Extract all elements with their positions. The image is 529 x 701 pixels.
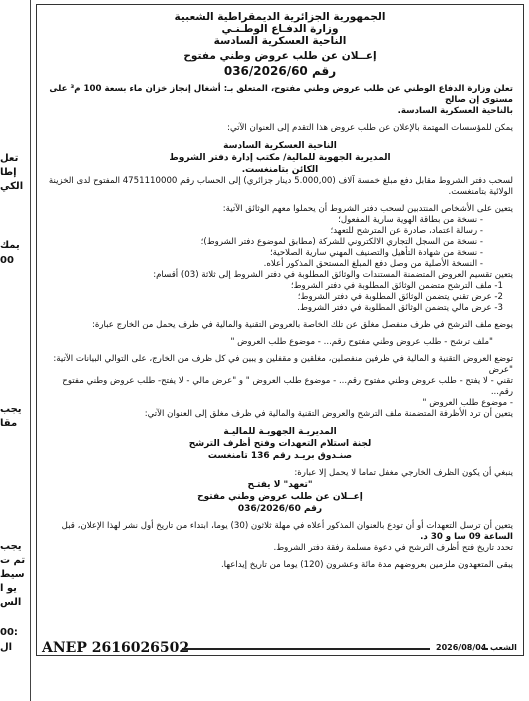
intro-paragraph: تعلن وزارة الدفاع الوطني عن طلب عروض وطني مفتوح، المتعلق بـ: أشغال إنجاز خزان ماء بسعة 100 م³ على مستوى إن صالح بالناحية العسكرية السادسة. bbox=[49, 84, 513, 116]
deadline-paragraph: يتعين أن ترسل التعهدات أو أن تودع بالعنوان المذكور أعلاه في مهلة ثلاثون (30) يوما، ابتداء من تاريخ أول نشر لهذا الإعلان، قبل الساعة 09 سا و 30 د. bbox=[61, 521, 513, 542]
envelope3-paragraph: يتعين أن ترد الأظرفة المتضمنة ملف الترشح والعروض التقنية والمالية في ظرف مغلق إلى العنوان الآتي: bbox=[144, 409, 513, 419]
footer-divider bbox=[182, 648, 430, 650]
region-title: الناحية العسكرية السادسة bbox=[213, 35, 347, 47]
announcement-number: رقم 036/2026/60 bbox=[223, 64, 337, 78]
fragment-line: يجب bbox=[0, 541, 22, 552]
footer-bar bbox=[36, 640, 524, 660]
footer-divider-short bbox=[482, 648, 488, 650]
anep-reference: ANEP 2616026502 bbox=[42, 640, 190, 656]
outer-envelope-label: "تعهد" لا يفتـح إعــلان عن طلب عروض وطني مفتوح رقم 036/2026/60 bbox=[197, 480, 363, 514]
envelope1-paragraph: يوضع ملف الترشح في ظرف منفصل مغلق عن تلك الخاصة بالعروض التقنية والمالية في ظرف يحمل من الخارج عبارة: bbox=[92, 320, 513, 330]
split-intro: يتعين تقسيم العروض المتضمنة المستندات والوثائق المطلوبة في دفتر الشروط إلى ثلاثة (03) أقسام: bbox=[153, 270, 513, 280]
list-item: 3- عرض مالي يتضمن الوثائق المطلوبة في دفتر الشروط. bbox=[297, 303, 503, 313]
fragment-line: إطا bbox=[0, 167, 17, 178]
envelope2-paragraph: توضع العروض التقنية و المالية في ظرفين منفصلين، مغلقين و مقفلين و يبين في كل ظرف من الخارج، على التوالي البيانات الآتية: "عرض تقني - لا يفتح - طلب عروض وطني مفتوح رقم... - موضوع طلب العروض " و "عرض مالي - لا يفتح- طلب عروض وطني مفتوح رقم... - موضوع طلب العروض " bbox=[53, 354, 513, 408]
opening-paragraph: تحدد تاريخ فتح أظرف الترشح في دعوة مسلمة رفقة دفتر الشروط. bbox=[273, 543, 513, 553]
notice-frame bbox=[36, 4, 524, 656]
submission-address: المديريـة الجهويـة للماليـة لجنة استلام التعهدات وفتح أظرف الترشح صنـدوق بريـد رقم 136 تامنغست bbox=[188, 427, 372, 461]
list-item: - النسخة الأصلية من وصل دفع المبلغ المستحق المذكور أعلاه. bbox=[263, 259, 483, 269]
fragment-line: الس bbox=[0, 597, 22, 608]
republic-title: الجمهورية الجزائرية الديمقراطية الشعبية bbox=[174, 11, 386, 23]
parts-list bbox=[37, 281, 523, 314]
fragment-line: مقا bbox=[0, 418, 18, 429]
list-item: - رسالة اعتماد، صادرة عن المترشح للتعهد؛ bbox=[330, 226, 483, 236]
list-item: - نسخة من بطاقة الهوية سارية المفعول؛ bbox=[338, 215, 483, 225]
envelope1-label: "ملف ترشح - طلب عروض وطني مفتوح رقم... - موضوع طلب العروض " bbox=[230, 337, 493, 347]
fragment-line: 00: bbox=[0, 627, 18, 638]
withdraw-paragraph: لسحب دفتر الشروط مقابل دفع مبلغ خمسة آلاف (5.000,00 دينار جزائري) إلى الحساب رقم 4751110000 المفتوح لدى الخزينة الولائية بتامنغست. bbox=[48, 176, 513, 197]
withdraw-address: الناحية العسكرية السادسة المديرية الجهوية للمالية/ مكتب إدارة دفتر الشروط الكائن بتامنغست. bbox=[169, 141, 391, 175]
ministry-title: وزارة الدفـاع الوطـنـي bbox=[221, 23, 339, 35]
docs-list bbox=[37, 215, 523, 270]
adjacent-column-fragment bbox=[0, 0, 31, 701]
fragment-line: ال bbox=[0, 642, 13, 653]
validity-paragraph: يبقى المتعهدون ملزمين بعروضهم مدة مائة وعشرون (120) يوما من تاريخ إيداعها. bbox=[220, 560, 513, 570]
docs-intro: يتعين على الأشخاص المنتدبين لسحب دفتر الشروط أن يحملوا معهم الوثائق الآتية: bbox=[222, 204, 513, 214]
newspaper-name: الشعب bbox=[490, 643, 517, 652]
fragment-line: يو ا bbox=[0, 583, 17, 594]
outer-envelope-paragraph: ينبغي أن يكون الظرف الخارجي مغفل تماما لا يحمل إلا عبارة: bbox=[294, 468, 513, 478]
list-item: - نسخة من السجل التجاري الالكتروني للشركة (مطابق لموضوع دفتر الشروط)؛ bbox=[200, 237, 483, 247]
announcement-title: إعــلان عن طلب عروض وطني مفتوح bbox=[183, 50, 377, 62]
fragment-line: تم ت bbox=[0, 555, 26, 566]
fragment-line: يجب bbox=[0, 404, 22, 415]
list-item: 1- ملف الترشح متضمن الوثائق المطلوبة في دفتر الشروط؛ bbox=[290, 281, 503, 291]
fragment-line: سيط bbox=[0, 569, 25, 580]
fragment-line: يمك bbox=[0, 240, 20, 251]
publication-date: 2026/08/04 bbox=[436, 643, 487, 652]
invite-paragraph: يمكن للمؤسسات المهتمة بالإعلان عن طلب عروض هذا التقدم إلى العنوان الآتي: bbox=[227, 123, 513, 133]
tender-notice bbox=[36, 0, 524, 701]
fragment-line: الكي bbox=[0, 181, 24, 192]
list-item: 2- عرض تقني يتضمن الوثائق المطلوبة في دفتر الشروط؛ bbox=[297, 292, 503, 302]
fragment-line: 00 bbox=[0, 255, 14, 266]
list-item: - نسخة من شهادة التأهيل والتصنيف المهني سارية الصلاحية؛ bbox=[269, 248, 483, 258]
fragment-line: تعل bbox=[0, 153, 19, 164]
